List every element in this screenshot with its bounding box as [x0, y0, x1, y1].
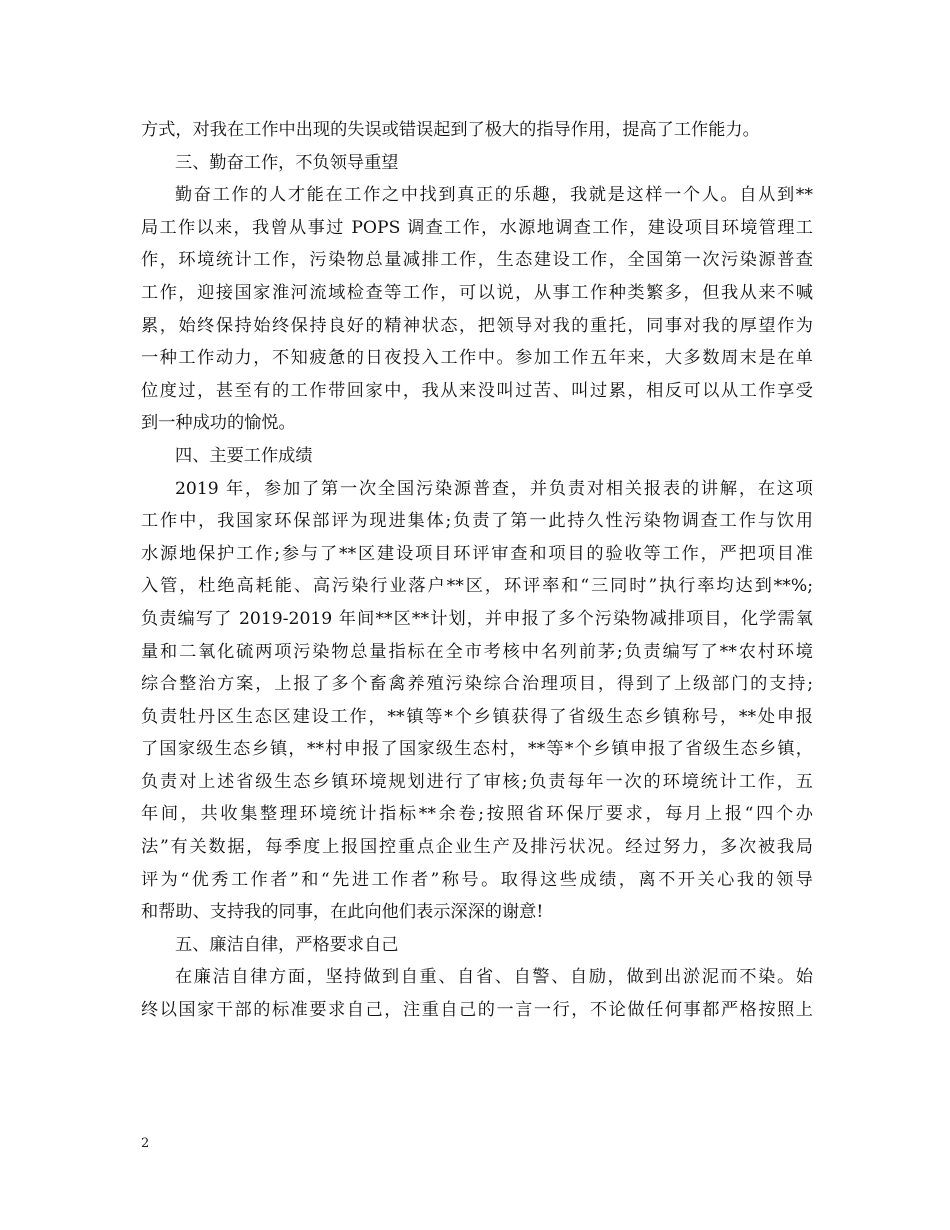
text-line: 水源地保护工作;参与了**区建设项目环评审查和项目的验收等工作，严把项目准: [141, 543, 813, 564]
text-line: 评为“优秀工作者”和“先进工作者”称号。取得这些成绩，离不开关心我的领导: [141, 869, 813, 890]
text-line: 到一种成功的愉悦。: [141, 413, 296, 434]
text-line: 作，环境统计工作，污染物总量减排工作，生态建设工作，全国第一次污染源普查: [141, 250, 813, 271]
text-line: 量和二氧化硫两项污染物总量指标在全市考核中名列前茅;负责编写了**农村环境: [141, 641, 813, 662]
text-line: 2019 年，参加了第一次全国污染源普查，并负责对相关报表的讲解，在这项: [175, 478, 813, 499]
text-line: 位度过，甚至有的工作带回家中，我从来没叫过苦、叫过累，相反可以从工作享受: [141, 380, 813, 401]
text-line: 终以国家干部的标准要求自己，注重自己的一言一行，不论做任何事都严格按照上: [141, 1000, 813, 1021]
text-line: 累，始终保持始终保持良好的精神状态，把领导对我的重托，同事对我的厚望作为: [141, 315, 813, 336]
text-line: 综合整治方案，上报了多个畜禽养殖污染综合治理项目，得到了上级部门的支持;: [141, 674, 813, 695]
text-line: 四、主要工作成绩: [175, 445, 313, 466]
text-line: 工作中，我国家环保部评为现进集体;负责了第一此持久性污染物调查工作与饮用: [141, 511, 813, 532]
text-line: 局工作以来，我曾从事过 POPS 调查工作，水源地调查工作，建设项目环境管理工: [141, 217, 813, 238]
text-line: 年间，共收集整理环境统计指标**余卷;按照省环保厅要求，每月上报“四个办: [141, 804, 813, 825]
text-line: 一种工作动力，不知疲惫的日夜投入工作中。参加工作五年来，大多数周末是在单: [141, 348, 813, 369]
text-line: 三、勤奋工作，不负领导重望: [175, 152, 399, 173]
page-number: 2: [141, 1136, 150, 1151]
text-line: 和帮助、支持我的同事，在此向他们表示深深的谢意!: [141, 902, 544, 923]
text-line: 工作，迎接国家淮河流域检查等工作，可以说，从事工作种类繁多，但我从来不喊: [141, 282, 813, 303]
text-line: 方式，对我在工作中出现的失误或错误起到了极大的指导作用，提高了工作能力。: [141, 120, 760, 140]
text-line: 在廉洁自律方面，坚持做到自重、自省、自警、自励，做到出淤泥而不染。始: [175, 967, 813, 988]
text-line: 负责对上述省级生态乡镇环境规划进行了审核;负责每年一次的环境统计工作，五: [141, 771, 813, 792]
text-line: 五、廉洁自律，严格要求自己: [175, 934, 399, 955]
text-line: 勤奋工作的人才能在工作之中找到真正的乐趣，我就是这样一个人。自从到**: [175, 185, 813, 206]
text-line: 法”有关数据，每季度上报国控重点企业生产及排污状况。经过努力，多次被我局: [141, 837, 813, 858]
text-line: 入管，杜绝高耗能、高污染行业落户**区，环评率和“三同时”执行率均达到**%;: [141, 576, 813, 597]
text-line: 负责编写了 2019-2019 年间**区**计划，并申报了多个污染物减排项目，化学需氧: [141, 608, 813, 629]
text-line: 了国家级生态乡镇，**村申报了国家级生态村，**等*个乡镇申报了省级生态乡镇，: [141, 739, 813, 760]
text-line: 负责牡丹区生态区建设工作，**镇等*个乡镇获得了省级生态乡镇称号，**处申报: [141, 706, 813, 727]
document-body: [141, 114, 813, 1027]
